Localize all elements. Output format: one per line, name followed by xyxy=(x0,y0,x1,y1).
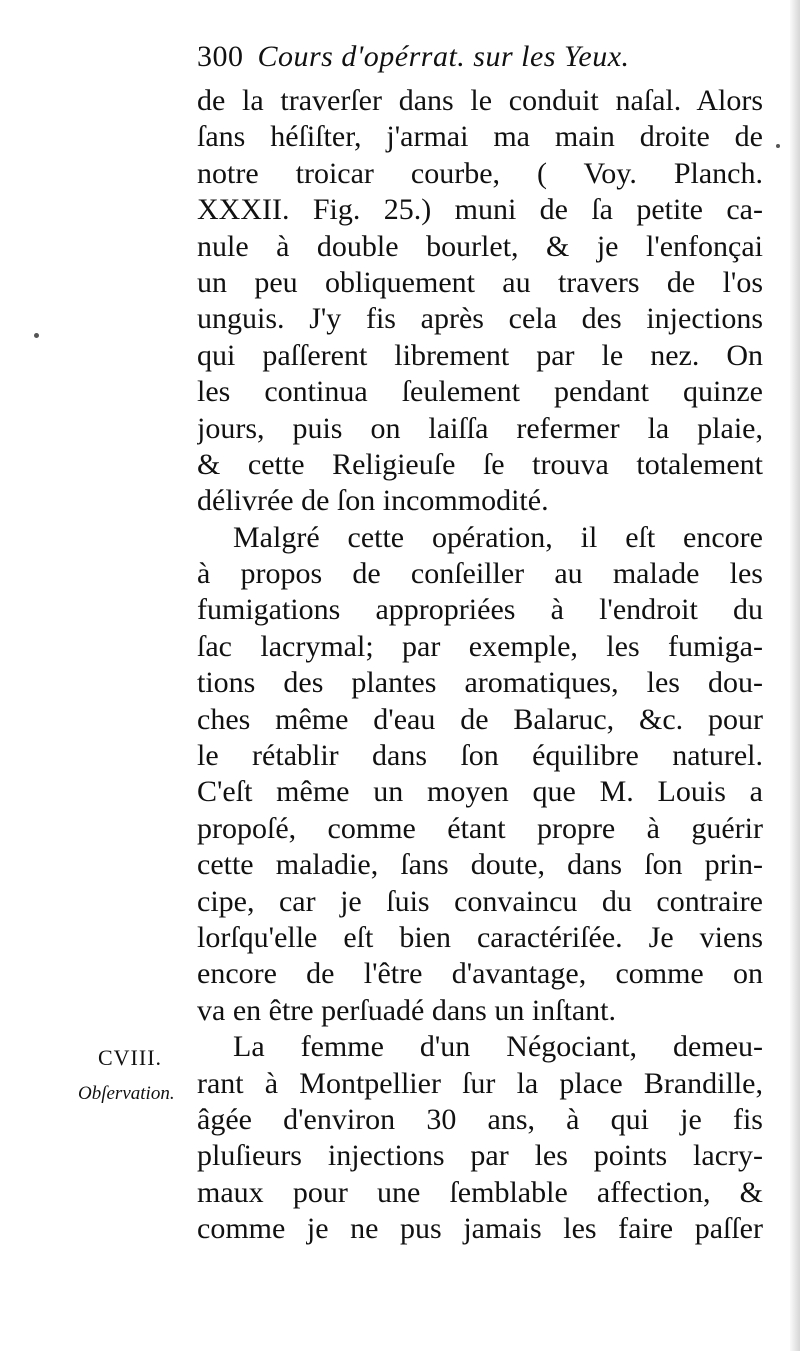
text-line: rant à Montpellier ſur la place Brandille, xyxy=(197,1066,763,1100)
text-line: lorſqu'elle eſt bien caractériſée. Je viens xyxy=(197,920,763,954)
text-line: cipe, car je ſuis convaincu du contraire xyxy=(197,884,763,918)
text-line: nule à double bourlet, & je l'enfonçai xyxy=(197,229,763,263)
running-header xyxy=(197,40,777,84)
text-line: ſans héſiſter, j'armai ma main droite de xyxy=(197,120,763,154)
text-line: de la traverſer dans le conduit naſal. Alors xyxy=(197,84,763,117)
text-line: les continua ſeulement pendant quinze xyxy=(197,375,763,409)
text-line: tions des plantes aromatiques, les dou- xyxy=(197,666,763,700)
text-line: le rétablir dans ſon équilibre naturel. xyxy=(197,739,763,773)
text-line: à propos de conſeiller au malade les xyxy=(197,557,763,591)
text-line: propoſé, comme étant propre à guérir xyxy=(197,811,763,845)
text-line: unguis. J'y fis après cela des injections xyxy=(197,302,763,336)
text-line: C'eſt même un moyen que M. Louis a xyxy=(197,775,763,809)
text-line: pluſieurs injections par les points lacry- xyxy=(197,1139,763,1173)
text-line: ches même d'eau de Balaruc, &c. pour xyxy=(197,702,763,736)
text-line: cette maladie, ſans doute, dans ſon prin- xyxy=(197,848,763,882)
paragraph-first-line: La femme d'un Négociant, demeu- xyxy=(233,1030,763,1064)
paragraph-first-line: Malgré cette opération, il eſt encore xyxy=(233,520,763,554)
running-title: Cours d'opérrat. sur les Yeux. xyxy=(257,40,630,73)
observation-label: Obſervation. xyxy=(78,1083,175,1104)
text-line: ſac lacrymal; par exemple, les fumiga- xyxy=(197,629,763,663)
text-line: encore de l'être d'avantage, comme on xyxy=(197,957,763,991)
text-line: un peu obliquement au travers de l'os xyxy=(197,265,763,299)
text-line: notre troicar courbe, ( Voy. Planch. xyxy=(197,156,763,190)
ink-speck xyxy=(34,333,39,338)
observation-number: CVIII. xyxy=(98,1045,163,1070)
text-line: & cette Religieuſe ſe trouva totalement xyxy=(197,447,763,481)
paragraph-last-line: délivrée de ſon incommodité. xyxy=(197,484,549,518)
page-number: 300 xyxy=(197,40,244,73)
text-line: jours, puis on laiſſa refermer la plaie, xyxy=(197,411,763,445)
page-edge xyxy=(790,0,800,1351)
text-line: âgée d'environ 30 ans, à qui je fis xyxy=(197,1102,763,1136)
text-line: comme je ne pus jamais les faire paſſer xyxy=(197,1212,763,1246)
body-text xyxy=(197,83,763,1248)
text-line: maux pour une ſemblable affection, & xyxy=(197,1175,763,1209)
ink-speck xyxy=(776,144,780,148)
text-line: qui paſſerent librement par le nez. On xyxy=(197,338,763,372)
text-line: XXXII. Fig. 25.) muni de ſa petite ca- xyxy=(197,193,763,227)
text-line: fumigations appropriées à l'endroit du xyxy=(197,593,763,627)
paragraph-last-line: va en être perſuadé dans un inſtant. xyxy=(197,993,617,1027)
